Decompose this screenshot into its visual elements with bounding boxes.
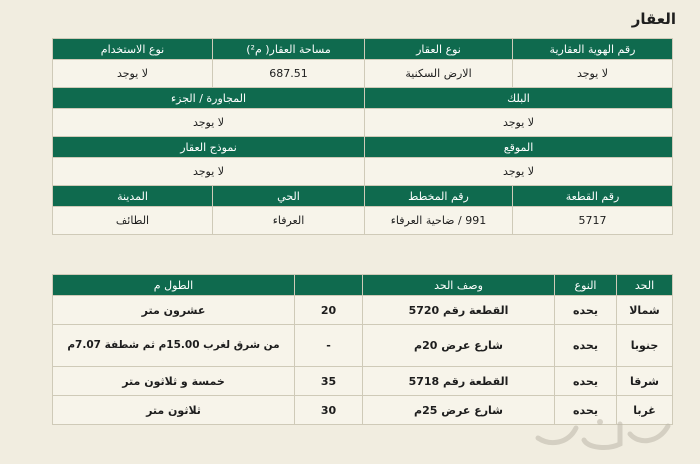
header-neighborhood-part: المجاورة / الجزء <box>53 88 365 109</box>
header-property-area: مساحة العقار( م²) <box>213 39 365 60</box>
table-header-row <box>53 88 673 109</box>
table-row <box>53 367 673 396</box>
header-block: البلك <box>365 88 673 109</box>
section-title: العقار <box>631 10 676 28</box>
table-header-row <box>53 186 673 207</box>
cell-side: شمالا <box>617 296 673 325</box>
value-location: لا يوجد <box>365 158 673 186</box>
table-header-row <box>53 275 673 296</box>
header-length: الطول م <box>53 275 295 296</box>
cell-length: عشرون متر <box>53 296 295 325</box>
cell-type: يحده <box>555 367 617 396</box>
header-side: الحد <box>617 275 673 296</box>
header-property-type: نوع العقار <box>365 39 513 60</box>
header-city: المدينة <box>53 186 213 207</box>
cell-number: 20 <box>295 296 363 325</box>
table-row <box>53 296 673 325</box>
table-header-row <box>53 137 673 158</box>
header-district: الحي <box>213 186 365 207</box>
value-plan-number: 991 / ضاحية العرفاء <box>365 207 513 235</box>
header-property-model: نموذج العقار <box>53 137 365 158</box>
cell-length: من شرق لغرب 15.00م ثم شطفة 7.07م <box>53 325 295 367</box>
cell-description: شارع عرض 25م <box>363 396 555 425</box>
cell-description: شارع عرض 20م <box>363 325 555 367</box>
boundaries-table <box>52 274 673 425</box>
property-table <box>52 38 673 235</box>
value-usage-type: لا يوجد <box>53 60 213 88</box>
table-row <box>53 158 673 186</box>
table-header-row <box>53 39 673 60</box>
value-neighborhood-part: لا يوجد <box>53 109 365 137</box>
table-row <box>53 109 673 137</box>
value-property-area: 687.51 <box>213 60 365 88</box>
header-type: النوع <box>555 275 617 296</box>
value-block: لا يوجد <box>365 109 673 137</box>
value-plot-number: 5717 <box>513 207 673 235</box>
cell-type: يحده <box>555 325 617 367</box>
header-usage-type: نوع الاستخدام <box>53 39 213 60</box>
header-description: وصف الحد <box>363 275 555 296</box>
cell-side: جنوبا <box>617 325 673 367</box>
cell-length: ثلاثون متر <box>53 396 295 425</box>
cell-number: 35 <box>295 367 363 396</box>
value-property-model: لا يوجد <box>53 158 365 186</box>
header-property-id: رقم الهوية العقارية <box>513 39 673 60</box>
value-property-id: لا يوجد <box>513 60 673 88</box>
cell-type: يحده <box>555 396 617 425</box>
cell-number: 30 <box>295 396 363 425</box>
cell-side: شرقا <box>617 367 673 396</box>
cell-description: القطعة رقم 5718 <box>363 367 555 396</box>
value-city: الطائف <box>53 207 213 235</box>
cell-type: يحده <box>555 296 617 325</box>
value-property-type: الارض السكنية <box>365 60 513 88</box>
header-plot-number: رقم القطعة <box>513 186 673 207</box>
table-row <box>53 325 673 367</box>
table-row <box>53 60 673 88</box>
header-location: الموقع <box>365 137 673 158</box>
cell-side: غربا <box>617 396 673 425</box>
value-district: العرفاء <box>213 207 365 235</box>
cell-number: - <box>295 325 363 367</box>
table-row <box>53 207 673 235</box>
header-number <box>295 275 363 296</box>
cell-description: القطعة رقم 5720 <box>363 296 555 325</box>
header-plan-number: رقم المخطط <box>365 186 513 207</box>
haraj-logo-icon <box>528 414 678 454</box>
cell-length: خمسة و ثلاثون متر <box>53 367 295 396</box>
